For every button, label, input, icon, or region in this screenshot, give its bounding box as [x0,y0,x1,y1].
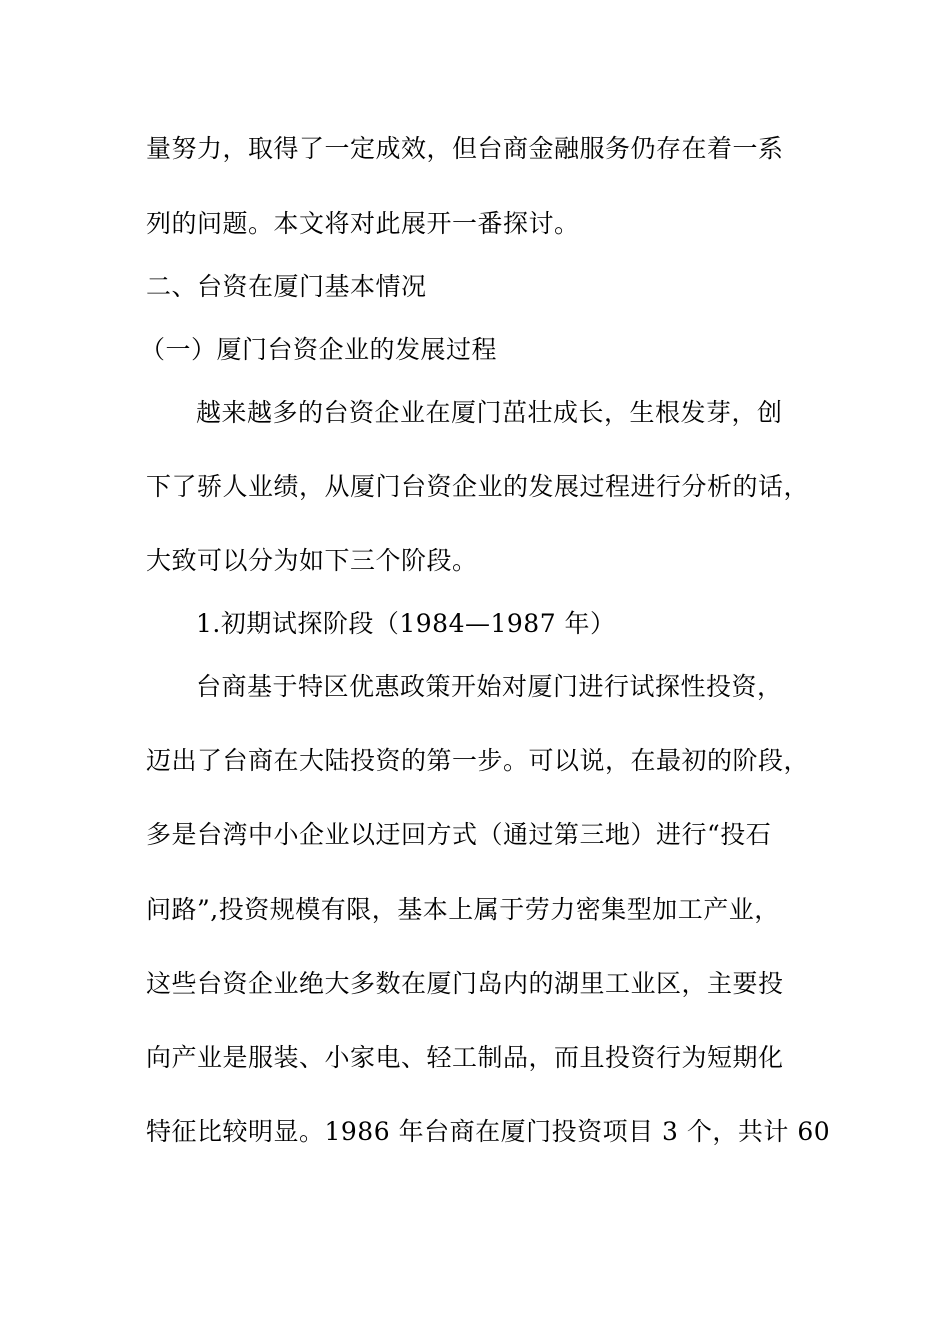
paragraph-line: 大致可以分为如下三个阶段。 [146,546,478,575]
paragraph-line: 特征比较明显。1986 年台商在厦门投资项目 3 个，共计 60 [146,1117,831,1146]
paragraph-line: 向产业是服装、小家电、轻工制品，而且投资行为短期化 [146,1043,784,1072]
paragraph-line: 多是台湾中小企业以迂回方式（通过第三地）进行“投石 [146,820,772,849]
paragraph-line: 问路”,投资规模有限，基本上属于劳力密集型加工产业， [146,895,780,924]
stage-heading: 1.初期试探阶段（1984—1987 年） [196,609,616,638]
paragraph-line: 台商基于特区优惠政策开始对厦门进行试探性投资， [196,672,783,701]
paragraph-line: 这些台资企业绝大多数在厦门岛内的湖里工业区，主要投 [146,969,784,998]
subsection-heading: （一）厦门台资企业的发展过程 [140,335,498,364]
paragraph-line: 越来越多的台资企业在厦门茁壮成长，生根发芽，创 [196,398,783,427]
paragraph-line: 量努力，取得了一定成效，但台商金融服务仍存在着一系 [146,134,784,163]
section-heading: 二、台资在厦门基本情况 [146,272,427,301]
paragraph-line: 下了骄人业绩，从厦门台资企业的发展过程进行分析的话， [146,472,810,501]
paragraph-line: 迈出了台商在大陆投资的第一步。可以说，在最初的阶段， [146,746,810,775]
paragraph-line: 列的问题。本文将对此展开一番探讨。 [146,209,580,238]
